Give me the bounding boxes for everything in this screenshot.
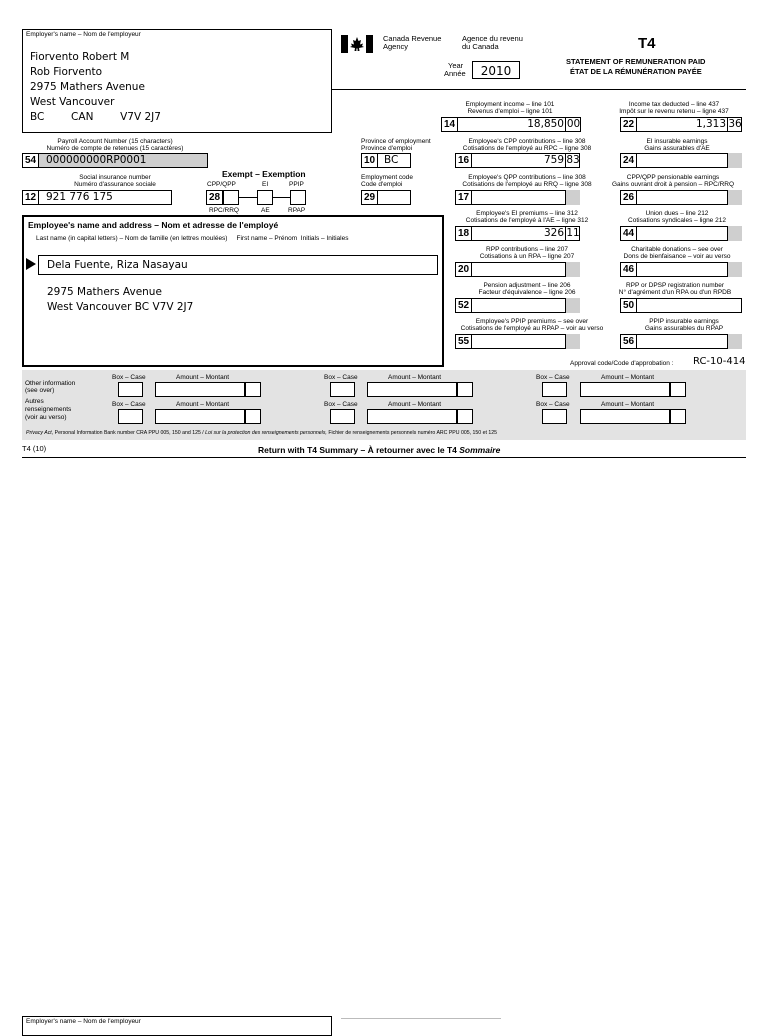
box20-cents-shade — [565, 262, 580, 277]
privacy-text-en: Personal Information Bank number CRA PPU 005, 150 and 125 / — [53, 430, 206, 436]
box46-cents-shade — [727, 262, 742, 277]
other-box-6[interactable] — [542, 409, 567, 424]
employee-heading: Employee's name and address – Nom et adresse de l'employé — [28, 220, 279, 230]
other-amount-label-5: Amount – Montant — [388, 401, 442, 408]
approval-value: RC-10-414 — [693, 356, 746, 367]
box44-field — [620, 226, 742, 241]
other-amount-label-1: Amount – Montant — [176, 374, 230, 381]
box28-cpp-check[interactable] — [223, 190, 239, 205]
other-box-label-4: Box – Case — [112, 401, 146, 408]
box14-dollars: 18,850 — [527, 118, 564, 130]
box55-label-1: Employee's PPIP premiums – see over — [475, 318, 589, 325]
other-amount-1[interactable] — [155, 382, 245, 397]
box54-label-1: Payroll Account Number (15 characters) — [57, 138, 173, 145]
box20-label-2: Cotisations à un RPA – ligne 207 — [479, 253, 575, 260]
other-info-label-3: Autres — [25, 398, 44, 405]
box56-label-1: PPIP insurable earnings — [649, 318, 719, 325]
box28-number: 28 — [206, 190, 223, 205]
box54-label-2: Numéro de compte de retenues (15 caractères) — [46, 145, 184, 152]
header-rule — [332, 89, 746, 90]
box29-label-2: Code d'emploi — [361, 181, 403, 188]
agency-en-2: Agency — [383, 42, 409, 51]
year-label-en: Year — [448, 61, 464, 70]
employer-label: Employer's name – Nom de l'employeur — [26, 31, 141, 38]
footer-return-text — [258, 445, 500, 455]
box44-number: 44 — [620, 226, 637, 241]
box55-label-2: Cotisations de l'employé au RPAP – voir au verso — [460, 325, 604, 332]
employee-address-2: West Vancouver BC V7V 2J7 — [47, 301, 194, 313]
box28-ppip-label: PPIP — [289, 181, 304, 188]
footer-rule — [22, 457, 746, 458]
box26-number: 26 — [620, 190, 637, 205]
box52-label-1: Pension adjustment – line 206 — [483, 282, 571, 289]
box24-label-1: EI insurable earnings — [646, 138, 708, 145]
box17-cents-shade — [565, 190, 580, 205]
box14-label-1: Employment income – line 101 — [465, 101, 555, 108]
box52-cents-shade — [565, 298, 580, 313]
box44-cents-shade — [727, 226, 742, 241]
box10-value: BC — [384, 154, 399, 166]
bottom-employer-label: Employer's name – Nom de l'employeur — [26, 1018, 141, 1025]
box28-cpp-label: CPP/QPP — [207, 181, 236, 188]
canada-flag-icon — [341, 35, 373, 53]
employer-line-1: Fiorvento Robert M — [30, 51, 130, 63]
other-amount-3[interactable] — [580, 382, 670, 397]
box46-number: 46 — [620, 262, 637, 277]
form-title-fr: ÉTAT DE LA RÉMUNÉRATION PAYÉE — [570, 67, 702, 76]
box44-label-1: Union dues – line 212 — [645, 210, 709, 217]
other-box-5[interactable] — [330, 409, 355, 424]
other-cents-1[interactable] — [245, 382, 261, 397]
box50-label-1: RPP or DPSP registration number — [625, 282, 725, 289]
box52-field — [455, 298, 580, 313]
other-box-label-6: Box – Case — [536, 401, 570, 408]
box18-label-2: Cotisations de l'employé à l'AE – ligne 312 — [465, 217, 589, 224]
other-cents-4[interactable] — [245, 409, 261, 424]
box18-cents: 11 — [566, 227, 580, 239]
year-label-fr: Année — [444, 69, 466, 78]
box16-dollars: 759 — [543, 154, 564, 166]
box52-label-2: Facteur d'équivalence – ligne 206 — [478, 289, 576, 296]
box16-number: 16 — [455, 153, 472, 168]
box28-ei-label: EI — [262, 181, 269, 188]
box28-ae-label: AE — [261, 207, 270, 214]
box12-label-1: Social insurance number — [79, 174, 151, 181]
other-cents-2[interactable] — [457, 382, 473, 397]
other-box-2[interactable] — [330, 382, 355, 397]
other-info-label-5: (voir au verso) — [25, 414, 67, 421]
box44-label-2: Cotisations syndicales – ligne 212 — [628, 217, 726, 224]
privacy-notice — [26, 430, 497, 436]
box28-rpap-label: RPAP — [288, 207, 306, 214]
box12-label-2: Numéro d'assurance sociale — [74, 181, 156, 188]
box17-label-1: Employee's QPP contributions – line 308 — [468, 174, 586, 181]
employee-sublabel: Last name (in capital letters) – Nom de famille (en lettres moulées) First name – Prénom Initials – Initiales — [36, 235, 349, 242]
other-box-label-1: Box – Case — [112, 374, 146, 381]
other-box-4[interactable] — [118, 409, 143, 424]
box54-value: 000000000RP0001 — [46, 154, 147, 166]
box14-number: 14 — [441, 117, 458, 132]
box26-label-1: CPP/QPP pensionable earnings — [626, 174, 720, 181]
box26-label-2: Gains ouvrant droit à pension – RPC/RRQ — [611, 181, 735, 188]
other-box-label-3: Box – Case — [536, 374, 570, 381]
box28-rpc-label: RPC/RRQ — [209, 207, 239, 214]
box28-title: Exempt – Exemption — [222, 169, 306, 179]
year-value: 2010 — [480, 64, 512, 78]
other-info-label-2: (see over) — [25, 387, 55, 394]
other-amount-label-4: Amount – Montant — [176, 401, 230, 408]
other-info-label-4: renseignements — [25, 406, 72, 413]
other-amount-label-6: Amount – Montant — [601, 401, 655, 408]
other-cents-5[interactable] — [457, 409, 473, 424]
form-code: T4 — [638, 35, 656, 52]
employee-address-1: 2975 Mathers Avenue — [47, 286, 162, 298]
box56-field — [620, 334, 742, 349]
box22-label-2: Impôt sur le revenu retenu – ligne 437 — [619, 108, 729, 115]
box56-cents-shade — [727, 334, 742, 349]
box10-label-2: Province d'emploi — [361, 145, 413, 152]
arrow-right-icon — [26, 258, 36, 270]
box10-number: 10 — [361, 153, 378, 168]
box22-dollars: 1,313 — [695, 118, 726, 130]
other-box-label-5: Box – Case — [324, 401, 358, 408]
box17-number: 17 — [455, 190, 472, 205]
box18-dollars: 326 — [543, 227, 564, 239]
other-amount-label-2: Amount – Montant — [388, 374, 442, 381]
box16-label-2: Cotisations de l'employé au RPC – ligne 308 — [462, 145, 592, 152]
employer-line-4: West Vancouver — [30, 96, 115, 108]
box24-cents-shade — [727, 153, 742, 168]
box55-number: 55 — [455, 334, 472, 349]
box26-field — [620, 190, 742, 205]
other-info-label-1: Other information — [25, 380, 76, 387]
box28-connector-2 — [273, 197, 290, 198]
other-box-1[interactable] — [118, 382, 143, 397]
footer-return-italic: Sommaire — [459, 445, 501, 455]
box29-label-1: Employment code — [361, 174, 414, 181]
box20-number: 20 — [455, 262, 472, 277]
box28-ei-check[interactable] — [257, 190, 273, 205]
privacy-italic-fr: Loi sur la protection des renseignements personnels, — [205, 430, 327, 436]
other-box-3[interactable] — [542, 382, 567, 397]
box14-label-2: Revenus d'emploi – ligne 101 — [467, 108, 553, 115]
other-amount-2[interactable] — [367, 382, 457, 397]
box16-label-1: Employee's CPP contributions – line 308 — [468, 138, 586, 145]
box46-field — [620, 262, 742, 277]
box17-field — [455, 190, 580, 205]
employee-name: Dela Fuente, Riza Nasayau — [47, 259, 188, 271]
other-amount-label-3: Amount – Montant — [601, 374, 655, 381]
agency-en-1: Canada Revenue — [383, 34, 442, 43]
footer-form-code: T4 (10) — [22, 444, 47, 453]
box46-label-1: Charitable donations – see over — [631, 246, 723, 253]
box56-label-2: Gains assurables du RPAP — [644, 325, 724, 332]
employer-line-5: BC CAN V7V 2J7 — [30, 111, 161, 123]
agency-fr-1: Agence du revenu — [462, 34, 523, 43]
box54-number: 54 — [22, 153, 39, 168]
box46-label-2: Dons de bienfaisance – voir au verso — [623, 253, 731, 260]
agency-fr-2: du Canada — [462, 42, 499, 51]
box24-number: 24 — [620, 153, 637, 168]
other-cents-6[interactable] — [670, 409, 686, 424]
box52-number: 52 — [455, 298, 472, 313]
box50-number: 50 — [620, 298, 637, 313]
box14-cents: 00 — [566, 118, 581, 130]
box26-cents-shade — [727, 190, 742, 205]
box55-field — [455, 334, 580, 349]
footer-return-main: Return with T4 Summary – À retourner avec le T4 — [258, 445, 460, 455]
privacy-italic-en: Privacy Act, — [26, 430, 54, 436]
box50-label-2: N° d'agrément d'un RPA ou d'un RPDB — [618, 289, 732, 296]
box29-number: 29 — [361, 190, 378, 205]
other-amount-4[interactable] — [155, 409, 245, 424]
employer-line-2: Rob Fiorvento — [30, 66, 103, 78]
other-amount-6[interactable] — [580, 409, 670, 424]
box24-field — [620, 153, 742, 168]
box10-label-1: Province of employment — [361, 138, 431, 145]
box55-cents-shade — [565, 334, 580, 349]
form-title-en: STATEMENT OF REMUNERATION PAID — [566, 57, 706, 66]
employer-line-3: 2975 Mathers Avenue — [30, 81, 145, 93]
box17-label-2: Cotisations de l'employé au RRQ – ligne 308 — [462, 181, 592, 188]
box12-number: 12 — [22, 190, 39, 205]
other-box-label-2: Box – Case — [324, 374, 358, 381]
box56-number: 56 — [620, 334, 637, 349]
box22-number: 22 — [620, 117, 637, 132]
box50-field — [620, 298, 742, 313]
box24-label-2: Gains assurables d'AE — [644, 145, 710, 152]
box16-cents: 83 — [566, 154, 580, 166]
privacy-text-fr: Fichier de renseignements personnels numéro ARC PPU 005, 150 et 125 — [326, 430, 498, 436]
box18-label-1: Employee's EI premiums – line 312 — [476, 210, 578, 217]
box20-field — [455, 262, 580, 277]
other-amount-5[interactable] — [367, 409, 457, 424]
box20-label-1: RPP contributions – line 207 — [486, 246, 568, 253]
box18-number: 18 — [455, 226, 472, 241]
other-cents-3[interactable] — [670, 382, 686, 397]
box22-label-1: Income tax deducted – line 437 — [628, 101, 720, 108]
box12-value: 921 776 175 — [46, 191, 113, 203]
approval-label: Approval code/Code d'approbation : — [570, 360, 674, 367]
box22-cents: 36 — [728, 118, 742, 130]
box28-ppip-check[interactable] — [290, 190, 306, 205]
box28-connector-1 — [239, 197, 257, 198]
